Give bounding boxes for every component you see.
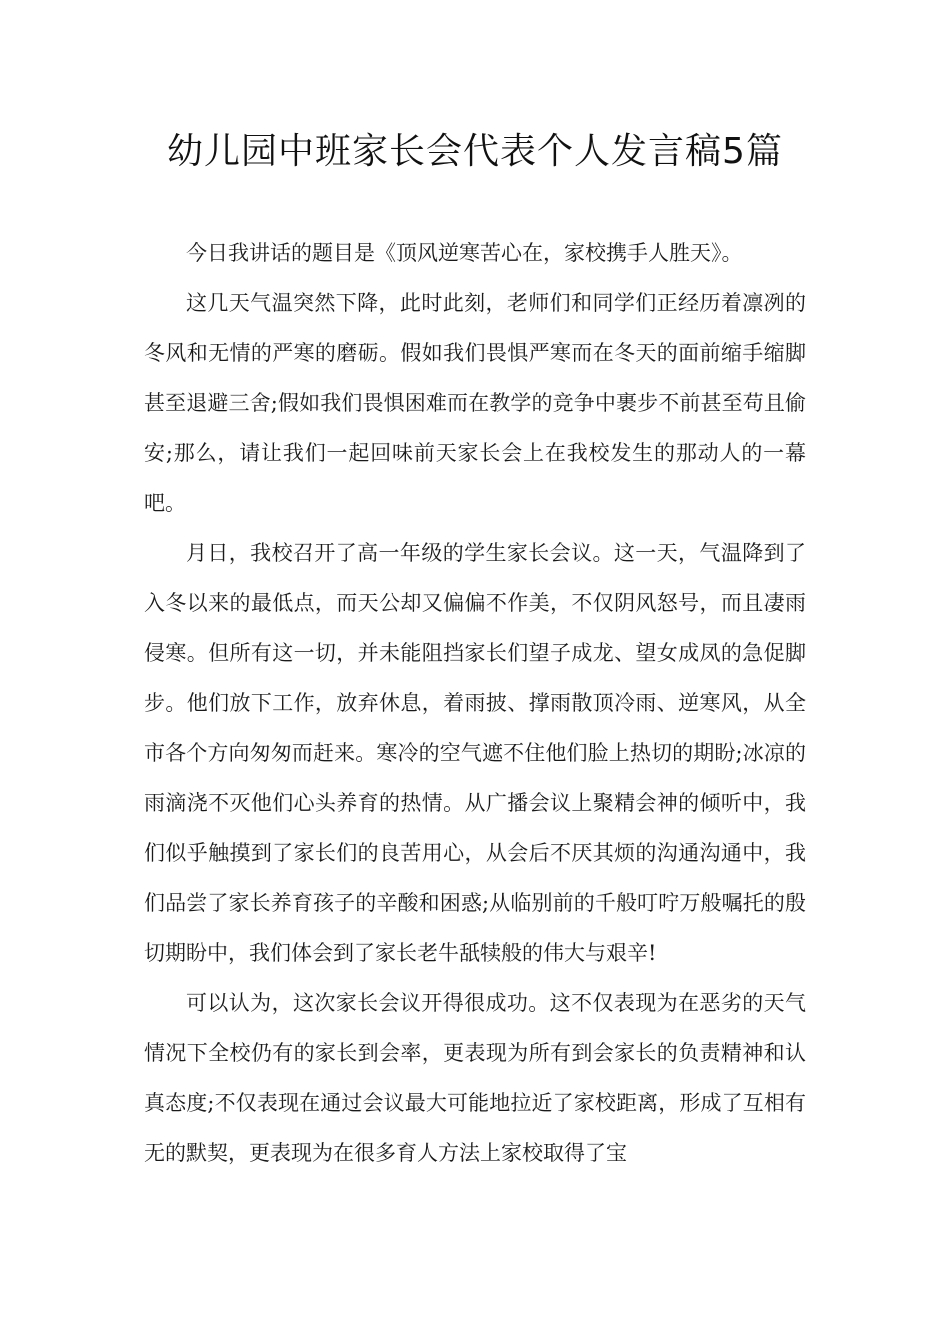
document-body	[144, 228, 806, 1178]
paragraph-1: 今日我讲话的题目是《顶风逆寒苦心在，家校携手人胜天》。	[186, 241, 743, 265]
paragraph-2: 这几天气温突然下降，此时此刻，老师们和同学们正经历着凛冽的冬风和无情的严寒的磨砺。假如我们畏惧严寒而在冬天的面前缩手缩脚甚至退避三舍;假如我们畏惧困难而在教学的竞争中裹步不前甚至苟且偷安;那么，请让我们一起回味前天家长会上在我校发生的那动人的一幕吧。	[144, 291, 806, 515]
paragraph-3: 月日，我校召开了高一年级的学生家长会议。这一天，气温降到了入冬以来的最低点，而天公却又偏偏不作美，不仅阴风怒号，而且凄雨侵寒。但所有这一切，并未能阻挡家长们望子成龙、望女成凤的急促脚步。他们放下工作，放弃休息，着雨披、撑雨散顶冷雨、逆寒风，从全市各个方向匆匆而赶来。寒冷的空气遮不住他们脸上热切的期盼;冰凉的雨滴浇不灭他们心头养育的热情。从广播会议上聚精会神的倾听中，我们似乎触摸到了家长们的良苦用心，从会后不厌其烦的沟通沟通中，我们品尝了家长养育孩子的辛酸和困惑;从临别前的千般叮咛万般嘱托的殷切期盼中，我们体会到了家长老牛舐犊般的伟大与艰辛!	[144, 541, 806, 965]
paragraph-4: 可以认为，这次家长会议开得很成功。这不仅表现为在恶劣的天气情况下全校仍有的家长到会率，更表现为所有到会家长的负责精神和认真态度;不仅表现在通过会议最大可能地拉近了家校距离，形成了互相有无的默契，更表现为在很多育人方法上家校取得了宝	[144, 991, 806, 1165]
document-title: 幼儿园中班家长会代表个人发言稿5篇	[167, 131, 783, 172]
